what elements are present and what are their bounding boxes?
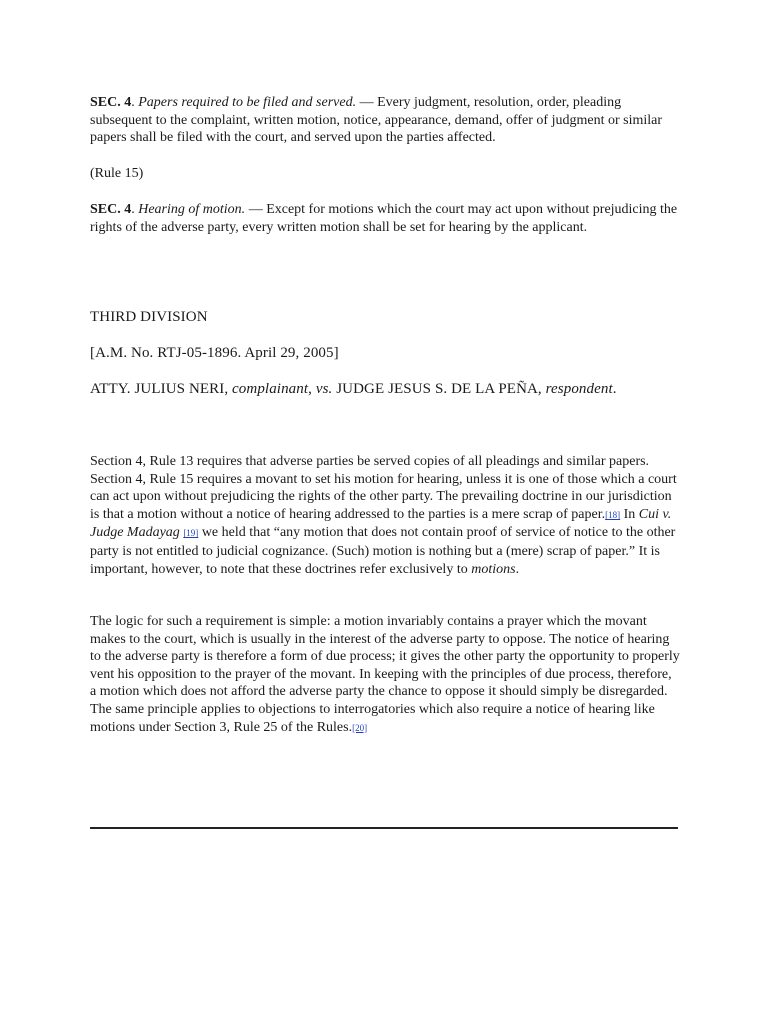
section-heading: SEC. 4 [90, 95, 132, 110]
section-title: Papers required to be filed and served. [138, 95, 357, 110]
sec4-papers-paragraph: SEC. 4. Papers required to be filed and served. — Every judgment, resolution, order, pleading subsequent to the complaint, written motion, notice, appearance, demand, offer of judgment or similar papers shall be filed with the court, and served upon the parties affected. [90, 95, 663, 146]
case-parties: ATTY. JULIUS NERI, complainant, vs. JUDGE JESUS S. DE LA PEÑA, respondent. [90, 381, 617, 397]
section-text: Except for motions which the court may act upon without prejudicing the rights of the adverse party, every written motion shall be set for hearing by the applicant. [90, 202, 678, 235]
versus-label: vs. [315, 381, 333, 397]
respondent-name: JUDGE JESUS S. DE LA PEÑA, [332, 381, 546, 397]
emphasis-motions: motions [471, 561, 516, 577]
section-heading: SEC. 4 [90, 202, 132, 217]
respondent-role: respondent [545, 381, 613, 397]
body-paragraph-1: Section 4, Rule 13 requires that adverse parties be served copies of all pleadings and similar papers. Section 4, Rule 15 requires a movant to set his motion for hearing, unless it is one of those which a court can act upon without prejudicing the rights of the other party. The prevailing doctrine in our jurisdiction is that a motion without a notice of hearing addressed to the parties is a mere scrap of paper.[18] In Cui v. Judge Madayag [19] we held that “any motion that does not contain proof of service of notice to the other party is not entitled to judicial cognizance. (Such) motion is nothing but a (mere) scrap of paper.” It is important, however, to note that these doctrines refer exclusively to motions. [90, 454, 677, 577]
case-name: Cui v. Judge Madayag [90, 506, 672, 541]
division-heading: THIRD DIVISION [90, 309, 208, 325]
complainant-name: ATTY. JULIUS NERI, [90, 381, 233, 397]
section-text: Every judgment, resolution, order, pleading subsequent to the complaint, written motion, notice, appearance, demand, offer of judgment or similar papers shall be filed with the court, and served upon the parties affected. [90, 95, 663, 146]
body-paragraph-2: The logic for such a requirement is simple: a motion invariably contains a prayer which the movant makes to the court, which is usually in the interest of the adverse party to oppose. The notice of hearing to the adverse party is therefore a form of due process; it gives the other party the opportunity to properly vent his opposition to the prayer of the movant. In keeping with the principles of due process, therefore, a motion which does not afford the adverse party the chance to oppose it should simply be disregarded. The same principle applies to objections to interrogatories which also require a notice of hearing like motions under Section 3, Rule 25 of the Rules.[20] [90, 614, 680, 735]
sec4-hearing-paragraph: SEC. 4. Hearing of motion. — Except for motions which the court may act upon without prejudicing the rights of the adverse party, every written motion shall be set for hearing by the applicant. [90, 202, 678, 235]
case-citation: [A.M. No. RTJ-05-1896. April 29, 2005] [90, 345, 339, 361]
footnote-link-19[interactable]: [19] [183, 528, 199, 539]
rule-label: (Rule 15) [90, 166, 144, 181]
horizontal-rule [90, 827, 678, 829]
footnote-link-18[interactable]: [18] [605, 509, 621, 520]
section-title: Hearing of motion. [138, 202, 246, 217]
footnote-link-20[interactable]: [20] [352, 722, 368, 733]
complainant-role: complainant [232, 381, 309, 397]
